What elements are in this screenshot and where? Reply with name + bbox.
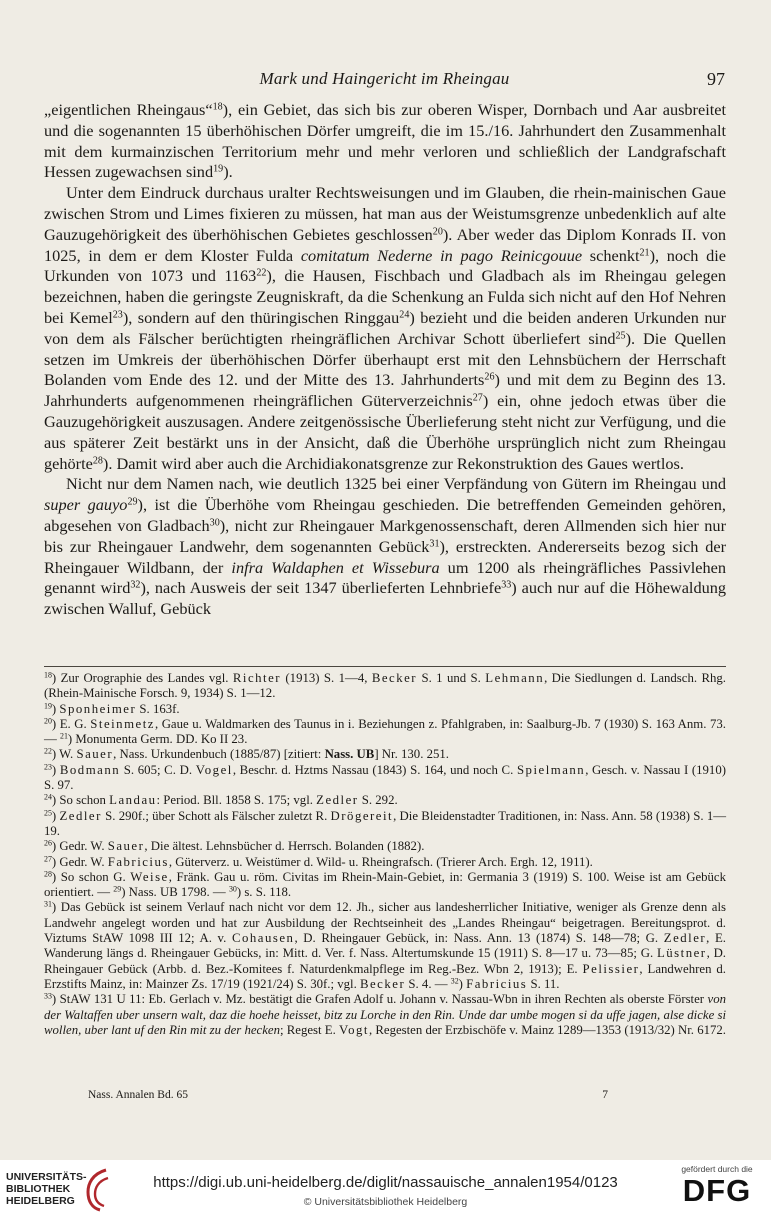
footnotes: [44, 671, 726, 1038]
footnote-22: $^{22}$) W. Sauer, Nass. Urkundenbuch (1885/87) [zitiert: Nass. UB] Nr. 130. 251.: [44, 747, 449, 762]
footnote-19: $^{19}$) Sponheimer S. 163f.: [44, 701, 180, 716]
library-name: UNIVERSITÄTS- BIBLIOTHEK HEIDELBERG: [6, 1171, 87, 1207]
viewer-footer-bar: [0, 1160, 771, 1218]
footnote-27: $^{27}$) Gedr. W. Fabricius, Güterverz. u. Weistümer d. Wild- u. Rheingrafsch. (Trierer Arch. Ergh. 12, 1911).: [44, 854, 593, 869]
footnote-24: $^{24}$) So schon Landau: Period. Bll. 1858 S. 175; vgl. Zedler S. 292.: [44, 793, 398, 808]
copyright-notice: © Universitätsbibliothek Heidelberg: [303, 1196, 468, 1208]
footnote-18: $^{18}$) Zur Orographie des Landes vgl. Richter (1913) S. 1—4, Becker S. 1 und S. Lehmann, Die Siedlungen d. Landsch. Rhg. (Rhein-Mainische Forsch. 9, 1934) S. 1—12.: [44, 670, 726, 701]
running-title: Mark und Haingericht im Rheingau: [259, 69, 510, 88]
paragraph: Unter dem Eindruck durchaus uralter Rechtsweisungen und im Glauben, die rhein-mainischen Gaue zwischen Strom und Limes fixieren zu müssen, hat man aus der Weistumsgrenze unbedenklich auf alte Gauzugehörigkeit des überhöhischen Gebietes geschlossen$^{20}$). Aber weder das Diplom Konrads II. von 1025, in dem er dem Kloster Fulda comitatum Nederne in pago Reinicgouue schenkt$^{21}$), noch die Urkunden von 1073 und 1163$^{22}$), die Hausen, Fischbach und Gladbach als im Rheingau gelegen bezeichnen, haben die geringste Zeugniskraft, da die Schenkung an Fulda sich nicht auf den Hof Nehren bei Kemel$^{23}$), sondern auf den thüringischen Ringgau$^{24}$) bezieht und die beiden anderen Urkunden nur von dem als Fälscher berüchtigten rheingräflichen Archivar Schott überliefert sind$^{25}$). Die Quellen setzen im Umkreis der überhöhischen Dörfer überhaupt erst mit den Lehnsbüchern der Herrschaft Bolanden vom Ende des 12. und der Mitte des 13. Jahrhunderts$^{26}$) und mit dem zu Beginn des 13. Jahrhunderts aufgenommenen rheingräflichen Güterverzeichnis$^{27}$) ein, ohne jedoch etwas über die Gauzugehörigkeit auszusagen. Andere zeitgenössische Überlieferung steht nicht zur Verfügung, und die aus späterer Zeit bestärkt uns in der Ansicht, daß die Überhöhe ursprünglich nicht zum Rheingau gehörte$^{28}$). Damit wird aber auch die Archidiakonatsgrenze zur Rekonstruktion des Gaues wertlos.: [44, 183, 727, 473]
paragraph: Nicht nur dem Namen nach, wie deutlich 1325 bei einer Verpfändung von Gütern im Rheingau und super gauyo$^{29}$), ist die Überhöhe vom Rheingau geschieden. Die betreffenden Gemeinden gehören, abgesehen von Gladbach$^{30}$), nicht zur Rheingauer Markgenossenschaft, deren Allmenden sich hier nur bis zur Rheingauer Landwehr, dem sogenannten Gebück$^{31}$), erstreckten. Andererseits bezog sich der Rheingauer Wildbann, der infra Waldaphen et Wissebura um 1200 als rheingräfliches Passivlehen genannt wird$^{32}$), nach Ausweis der seit 1347 überlieferten Lehnbriefe$^{33}$) auch nur auf die Höhewaldung zwischen Walluf, Gebück: [44, 474, 727, 619]
footnote-divider: [44, 666, 726, 667]
sheet-number: 7: [602, 1089, 608, 1101]
page-number: 97: [707, 69, 725, 89]
journal-signature: Nass. Annalen Bd. 65: [88, 1089, 188, 1101]
footnote-26: $^{26}$) Gedr. W. Sauer, Die ältest. Lehnsbücher d. Herrsch. Bolanden (1882).: [44, 838, 425, 854]
footnote-28-30: $^{28}$) So schon G. Weise, Fränk. Gau u. röm. Civitas im Rhein-Main-Gebiet, in: Germania 3 (1919) S. 100. Weise ist am Gebück orientiert. — $^{29}$) Nass. UB 1798. — $^{30}$) s. S. 118.: [44, 869, 726, 900]
funding-caption: gefördert durch die: [681, 1164, 753, 1174]
permalink-url[interactable]: https://digi.ub.uni-heidelberg.de/diglit/nassauische_annalen1954/0123: [153, 1174, 618, 1191]
dfg-logo[interactable]: [671, 1164, 763, 1216]
footnote-25: $^{25}$) Zedler S. 290f.; über Schott als Fälscher zuletzt R. Drögereit, Die Bleidenstadter Traditionen, in: Nass. Ann. 58 (1938) S. 1—19.: [44, 808, 727, 838]
paragraph: „eigentlichen Rheingaus“$^{18}$), ein Gebiet, das sich bis zur oberen Wisper, Dornbach und Aar ausbreitet und die sogenannten 15 überhöhischen Dörfer umgreift, die im 15./16. Jahrhundert den Zusammenhalt mit dem kurmainzischen Territorium mehr und mehr verloren und schließlich der Landgrafschaft Hessen zugewachsen sind$^{19}$).: [44, 100, 727, 182]
footnote-23: $^{23}$) Bodmann S. 605; C. D. Vogel, Beschr. d. Hztms Nassau (1843) S. 164, und noch C. Spielmann, Gesch. v. Nassau I (1910) S. 97.: [44, 762, 726, 793]
running-header: [44, 69, 725, 93]
dfg-wordmark: DFG: [682, 1173, 752, 1208]
footnote-33: $^{33}$) StAW 131 U 11: Eb. Gerlach v. Mz. bestätigt die Grafen Adolf u. Johann v. Nassau-Wbn in ihren Rechten als oberste Förster von der Waltaffen uber unsern walt, daz die hoehe heisset, bitz zu Lorche in den Rin. Unde dar umbe mogen si da uffe jagen, alse dicke si wollen, uber lant uf den Rin mit zu der hecken; Regest E. Vogt, Regesten der Erzbischöfe v. Mainz 1289—1353 (1913/32) Nr. 6172.: [44, 991, 727, 1037]
main-text: [44, 100, 726, 620]
footnote-20-21: $^{20}$) E. G. Steinmetz, Gaue u. Waldmarken des Taunus in i. Beziehungen z. Pfahlgraben, in: Saalburg-Jb. 7 (1930) S. 163 Anm. 73. — $^{21}$) Monumenta Germ. DD. Ko II 23.: [44, 716, 726, 747]
footnote-31-32: $^{31}$) Das Gebück ist seinem Verlauf nach nicht vor dem 12. Jh., sicher aus landesherrlicher Initiative, weniger als Grenze denn als Landwehr angelegt worden und hat zur Ausbildung der Rechtseinheit des „Landes Rheingau“ beigetragen. Bereitungsprot. d. Viztums StAW 1098 III 12; A. v. Cohausen, D. Rheingauer Gebück, in: Nass. Ann. 13 (1874) S. 148—78; G. Zedler, E. Wanderung längs d. Rheingauer Gebücks, in: Mitt. d. Ver. f. Nass. Altertumskunde 15 (1911) S. 8—17 u. 73—85; G. Lüstner, D. Rheingauer Gebück (Arbb. d. Bez.-Komitees f. Naturdenkmalpflege im Reg.-Bez. Wbn 2, 1913); E. Pelissier, Landwehren d. Erzstifts Mainz, in: Mainzer Zs. 17/19 (1921/24) S. 30f.; vgl. Becker S. 4. — $^{32}$) Fabricius S. 11.: [44, 900, 727, 991]
